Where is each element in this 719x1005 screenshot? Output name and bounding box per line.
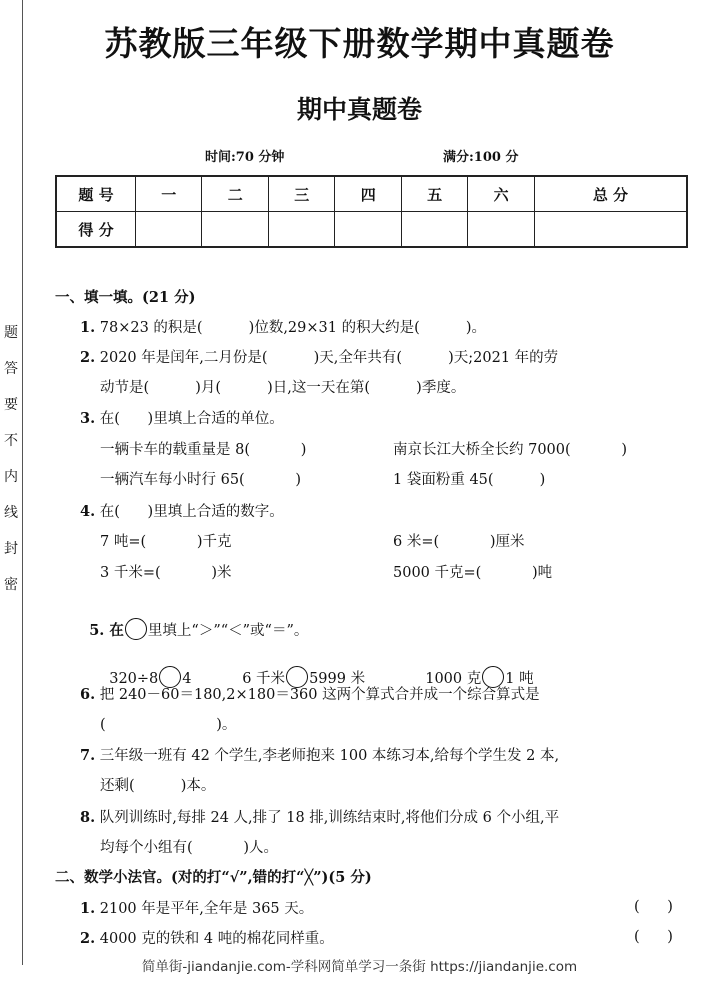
section-heading: 一、填一填。(21 分)	[55, 289, 196, 306]
binding-margin-line	[22, 0, 23, 965]
page-title: 苏教版三年级下册数学期中真题卷	[104, 24, 615, 63]
question-number: 8.	[80, 809, 96, 826]
score-header-cell: 总 分	[534, 176, 687, 212]
section-heading: 二、数学小法官。(对的打“√”,错的打“╳”)(5 分)	[55, 869, 372, 886]
page-subtitle: 期中真题卷	[296, 95, 422, 124]
margin-char: 答	[4, 361, 18, 377]
score-cell[interactable]	[136, 212, 202, 248]
question-number: 4.	[80, 503, 96, 520]
question-number: 2.	[80, 349, 96, 366]
question-line: 3. 在( )里填上合适的单位。	[80, 410, 284, 427]
score-cell[interactable]	[401, 212, 467, 248]
question-5-item-2	[233, 646, 365, 689]
question-5-item-3	[416, 646, 534, 689]
judge-answer-bracket-1[interactable]: ( )	[634, 899, 673, 915]
margin-char: 题	[4, 325, 18, 341]
question-line: 均每个小组有( )人。	[100, 840, 279, 856]
margin-char: 要	[4, 397, 18, 413]
question-line: 1. 78×23 的积是( )位数,29×31 的积大约是( )。	[80, 319, 486, 336]
comparison-circle[interactable]	[482, 666, 504, 688]
margin-char: 内	[4, 469, 18, 485]
margin-char: 不	[4, 433, 18, 449]
binding-margin-text	[2, 324, 20, 612]
compare-right: 1 吨	[505, 671, 534, 687]
margin-char: 密	[4, 577, 18, 593]
question-line: 6 米=( )厘米	[393, 534, 525, 550]
score-header-cell: 二	[202, 176, 268, 212]
score-header-cell: 题 号	[56, 176, 136, 212]
exam-time: 时间:70 分钟	[205, 150, 285, 165]
score-table-score-row	[56, 212, 687, 248]
score-cell[interactable]	[202, 212, 268, 248]
question-number: 2.	[80, 930, 96, 947]
question-line: 1 袋面粉重 45( )	[393, 472, 546, 488]
comparison-circle[interactable]	[125, 618, 147, 640]
question-5-text-a: 5. 在	[89, 622, 124, 639]
question-line: 一辆汽车每小时行 65( )	[100, 472, 302, 488]
question-line: 5000 千克=( )吨	[393, 565, 553, 581]
judge-answer-bracket-2[interactable]: ( )	[634, 929, 673, 945]
score-table	[55, 175, 688, 248]
compare-left: 1000 克	[425, 671, 482, 687]
question-number: 1.	[80, 319, 96, 336]
question-number: 1.	[80, 900, 96, 917]
question-5-item-1	[100, 646, 192, 689]
question-line: 7. 三年级一班有 42 个学生,李老师抱来 100 本练习本,给每个学生发 2 本,	[80, 747, 560, 764]
question-line: 还剩( )本。	[100, 778, 216, 794]
question-number: 3.	[80, 410, 96, 427]
score-header-cell: 一	[136, 176, 202, 212]
compare-left: 6 千米	[242, 671, 286, 687]
margin-char: 封	[4, 541, 18, 557]
compare-right: 5999 米	[309, 671, 366, 687]
question-line: 3 千米=( )米	[100, 565, 232, 581]
question-line: 2. 2020 年是闰年,二月份是( )天,全年共有( )天;2021 年的劳	[80, 349, 559, 366]
score-header-cell: 四	[335, 176, 401, 212]
question-number: 6.	[80, 686, 96, 703]
question-line: 7 吨=( )千克	[100, 534, 232, 550]
question-line: ( )。	[100, 717, 237, 733]
question-line: 2. 4000 克的铁和 4 吨的棉花同样重。	[80, 930, 334, 947]
question-line: 一辆卡车的载重量是 8( )	[100, 442, 307, 458]
comparison-circle[interactable]	[159, 666, 181, 688]
question-line: 4. 在( )里填上合适的数字。	[80, 503, 284, 520]
question-line: 南京长江大桥全长约 7000( )	[393, 442, 628, 458]
compare-right: 4	[182, 671, 192, 687]
page-footer: 简单街-jiandanjie.com-学科网简单学习一条街 https://jiandanjie.com	[141, 959, 578, 975]
score-cell[interactable]	[468, 212, 534, 248]
question-number: 7.	[80, 747, 96, 764]
score-row-label: 得 分	[56, 212, 136, 248]
score-table-header-row	[56, 176, 687, 212]
question-line: 动节是( )月( )日,这一天在第( )季度。	[100, 380, 466, 396]
score-cell[interactable]	[534, 212, 687, 248]
score-cell[interactable]	[335, 212, 401, 248]
comparison-circle[interactable]	[286, 666, 308, 688]
question-line: 6. 把 240－60＝180,2×180＝360 这两个算式合并成一个综合算式是	[80, 686, 540, 703]
score-header-cell: 五	[401, 176, 467, 212]
score-header-cell: 六	[468, 176, 534, 212]
margin-char: 线	[4, 505, 18, 521]
score-cell[interactable]	[268, 212, 334, 248]
compare-left: 320÷8	[109, 671, 159, 687]
exam-full-score: 满分:100 分	[443, 150, 519, 165]
question-line: 8. 队列训练时,每排 24 人,排了 18 排,训练结束时,将他们分成 6 个小组,平	[80, 809, 560, 826]
question-5-heading	[80, 598, 308, 641]
question-5-text-b: 里填上“＞”“＜”或“＝”。	[147, 623, 309, 639]
question-line: 1. 2100 年是平年,全年是 365 天。	[80, 900, 314, 917]
score-header-cell: 三	[268, 176, 334, 212]
